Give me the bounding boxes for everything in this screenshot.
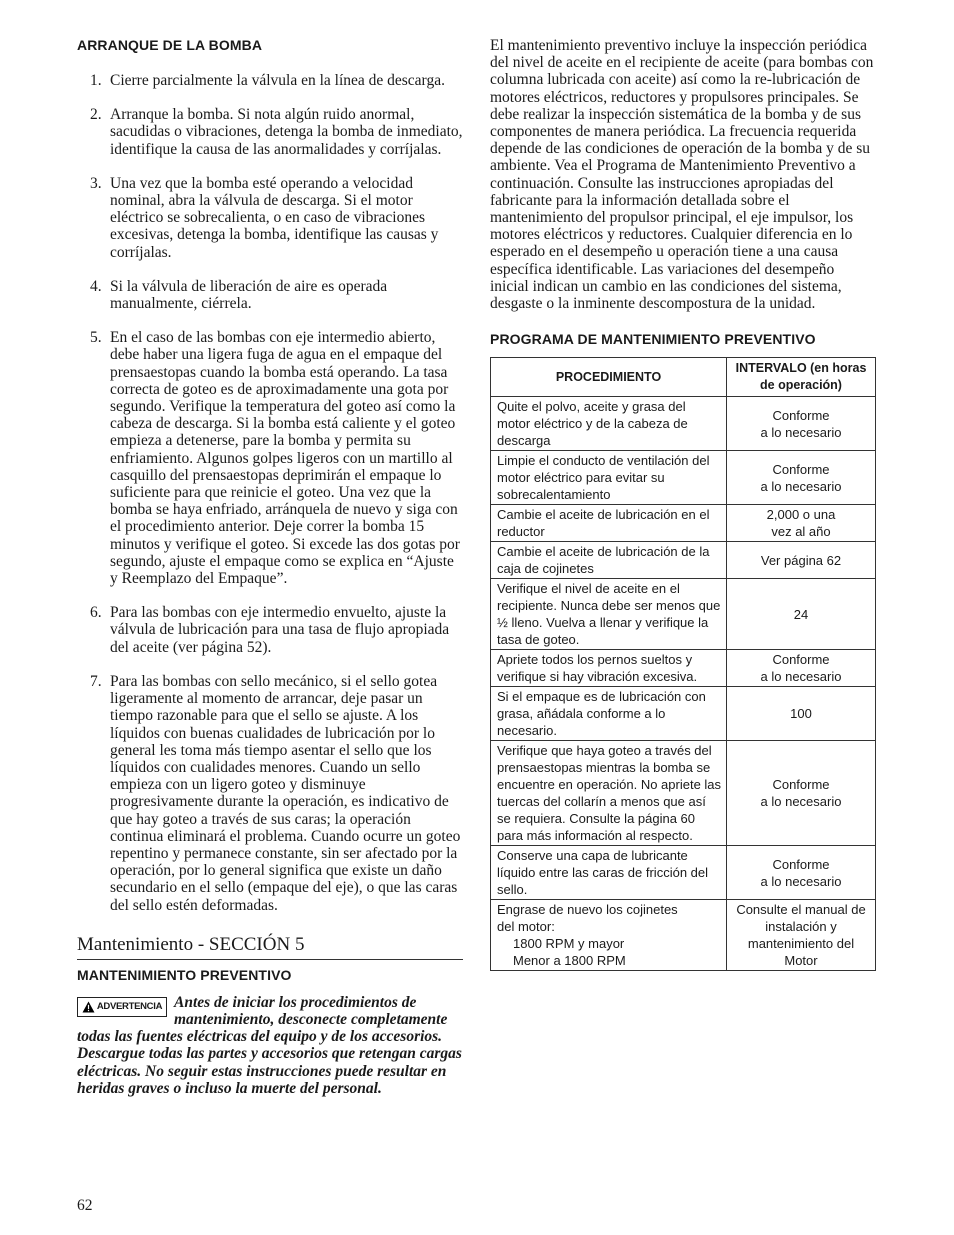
interval-cell: Ver página 62 bbox=[727, 542, 876, 579]
interval-cell: 2,000 o una vez al año bbox=[727, 505, 876, 542]
warning-text: Antes de iniciar los procedimientos de mantenimiento, desconecte completamente todas las fuentes eléctricas del equipo y de los accesorios. Descargue todas las partes y accesorios que retengan cargas eléctricas. No seguir estas instrucciones puede resultar en heridas graves o incluso la muerte del personal. bbox=[77, 993, 462, 1097]
table-row bbox=[491, 505, 876, 542]
table-row bbox=[491, 542, 876, 579]
table-row bbox=[491, 650, 876, 687]
table-row bbox=[491, 451, 876, 505]
list-item: 3. Una vez que la bomba esté operando a velocidad nominal, abra la válvula de descarga. Si el motor eléctrico se sobrecalienta, o en caso de vibraciones excesivas, detenga la bomba, identifique las causas y corríjalas. bbox=[90, 174, 439, 261]
heading-mantenimiento-preventivo: MANTENIMIENTO PREVENTIVO bbox=[77, 966, 292, 983]
list-item: 2. Arranque la bomba. Si nota algún ruido anormal, sacudidas o vibraciones, detenga la bomba de inmediato, identifique la causa de las anormalidades y corríjalas. bbox=[90, 106, 463, 158]
startup-steps-list bbox=[77, 72, 463, 914]
procedure-cell: Engrase de nuevo los cojinetes del motor: 1800 RPM y mayor Menor a 1800 RPM bbox=[491, 900, 727, 971]
list-item: 4. Si la válvula de liberación de aire es operada manualmente, ciérrela. bbox=[90, 277, 388, 313]
page-number: 62 bbox=[77, 1197, 93, 1214]
section-5-title: Mantenimiento - SECCIÓN 5 bbox=[77, 934, 463, 960]
interval-cell: 100 bbox=[727, 687, 876, 741]
interval-cell: Conforme a lo necesario bbox=[727, 846, 876, 900]
table-row bbox=[491, 741, 876, 846]
list-item: 5. En el caso de las bombas con eje intermedio abierto, debe haber una ligera fuga de agua en el empaque del prensaestopas cuando la bomba está operando. La tasa correcta de goteo es de aproximadamente una gota por segundo. Verifique la temperatura del goteo así como la cabeza de descarga. Si la bomba está caliente y el goteo empieza a detenerse, pare la bomba y permita su enfriamiento. Algunos golpes ligeros con un martillo al casquillo del prensaestopas deprimirán el empaque lo suficiente para que reinicie el goteo. Una vez que la bomba se haya enfriado, arránquela de nuevo y siga con el procedimiento anterior. Deje correr la bomba 15 minutos y verifique el goteo. Si excede las dos gotas por segundo, ajuste el empaque como se explica en “Ajuste y Reemplazo del Empaque”. bbox=[90, 329, 460, 588]
heading-arranque: ARRANQUE DE LA BOMBA bbox=[77, 37, 263, 53]
warning-triangle-icon bbox=[82, 1001, 95, 1013]
procedure-cell: Verifique que haya goteo a través del prensaestopas mientras la bomba se encuentre en operación. No apriete las tuercas del collarín a menos que así se requiera. Consulte la página 60 para más información al respecto. bbox=[491, 741, 727, 846]
procedure-cell: Quite el polvo, aceite y grasa del motor eléctrico y de la cabeza de descarga bbox=[491, 397, 727, 451]
procedure-cell: Cambie el aceite de lubricación de la caja de cojinetes bbox=[491, 542, 727, 579]
column-header-interval: INTERVALO (en horas de operación) bbox=[727, 358, 876, 397]
list-item: 7. Para las bombas con sello mecánico, si el sello gotea ligeramente al momento de arrancar, deje pasar un tiempo razonable para que el sello se ajuste. A los líquidos con buenas cualidades de lubricación por lo general les toma más tiempo asentar el sello que los líquidos con cualidades menores. Cuando un sello empieza con un ligero goteo y disminuye progresivamente durante la operación, es indicativo de que hay goteo a través de sus caras; la operación continua eliminará el problema. Cuando ocurre un goteo repentino y permanece constante, sin ser afectado por la operación, por lo general significa que existe un daño secundario en el sello (empaque del eje), o que las caras del sello estén deformadas. bbox=[90, 672, 461, 914]
preventive-maintenance-intro: El mantenimiento preventivo incluye la inspección periódica del nivel de aceite en el recipiente de aceite (para bombas con columna lubricada con aceite) así como la re-lubricación de motores eléctricos, reductores y propulsores principales. Se debe realizar la inspección sistemática de la bomba y de sus componentes de manera periódica. La frecuencia requerida depende de las condiciones de operación de la bomba y de su ambiente. Vea el Programa de Mantenimiento Preventivo a continuación. Consulte las instrucciones apropiadas del fabricante para la información detallada sobre el mantenimiento del propulsor principal, el eje impulsor, los motores eléctricos y reductores. Cualquier diferencia en lo esperado en el desempeño u operación tiene a una causa específica identificable. Las variaciones del desempeño inicial indican un cambio en las condiciones del sistema, desgaste o la inminente descompostura de la unidad. bbox=[490, 37, 874, 313]
interval-cell: Consulte el manual de instalación y mantenimiento del Motor bbox=[727, 900, 876, 971]
right-column bbox=[490, 37, 876, 971]
table-row bbox=[491, 579, 876, 650]
warning-label: ADVERTENCIA bbox=[96, 1001, 163, 1013]
procedure-cell: Si el empaque es de lubricación con grasa, añádala conforme a lo necesario. bbox=[491, 687, 727, 741]
list-item: 6. Para las bombas con eje intermedio envuelto, ajuste la válvula de lubricación para una tasa de flujo apropiada del aceite (ver página 52). bbox=[90, 604, 450, 656]
table-row bbox=[491, 900, 876, 971]
interval-cell: Conforme a lo necesario bbox=[727, 741, 876, 846]
table-header-row bbox=[491, 358, 876, 397]
maintenance-schedule-table bbox=[490, 357, 876, 971]
interval-cell: 24 bbox=[727, 579, 876, 650]
interval-cell: Conforme a lo necesario bbox=[727, 650, 876, 687]
procedure-cell: Cambie el aceite de lubricación en el reductor bbox=[491, 505, 727, 542]
procedure-cell: Apriete todos los pernos sueltos y verifique si hay vibración excesiva. bbox=[491, 650, 727, 687]
warning-block bbox=[77, 994, 463, 1097]
table-row bbox=[491, 846, 876, 900]
interval-cell: Conforme a lo necesario bbox=[727, 397, 876, 451]
warning-badge bbox=[77, 997, 167, 1017]
table-row bbox=[491, 687, 876, 741]
procedure-cell: Limpie el conducto de ventilación del motor eléctrico para evitar su sobrecalentamiento bbox=[491, 451, 727, 505]
procedure-cell: Conserve una capa de lubricante líquido entre las caras de fricción del sello. bbox=[491, 846, 727, 900]
list-item: 1. Cierre parcialmente la válvula en la línea de descarga. bbox=[90, 72, 445, 89]
left-column bbox=[77, 37, 463, 1097]
interval-cell: Conforme a lo necesario bbox=[727, 451, 876, 505]
procedure-cell: Verifique el nivel de aceite en el recipiente. Nunca debe ser menos que ½ lleno. Vuelva a llenar y verifique la tasa de goteo. bbox=[491, 579, 727, 650]
program-heading: PROGRAMA DE MANTENIMIENTO PREVENTIVO bbox=[490, 331, 816, 348]
column-header-procedure: PROCEDIMIENTO bbox=[491, 358, 727, 397]
table-row bbox=[491, 397, 876, 451]
